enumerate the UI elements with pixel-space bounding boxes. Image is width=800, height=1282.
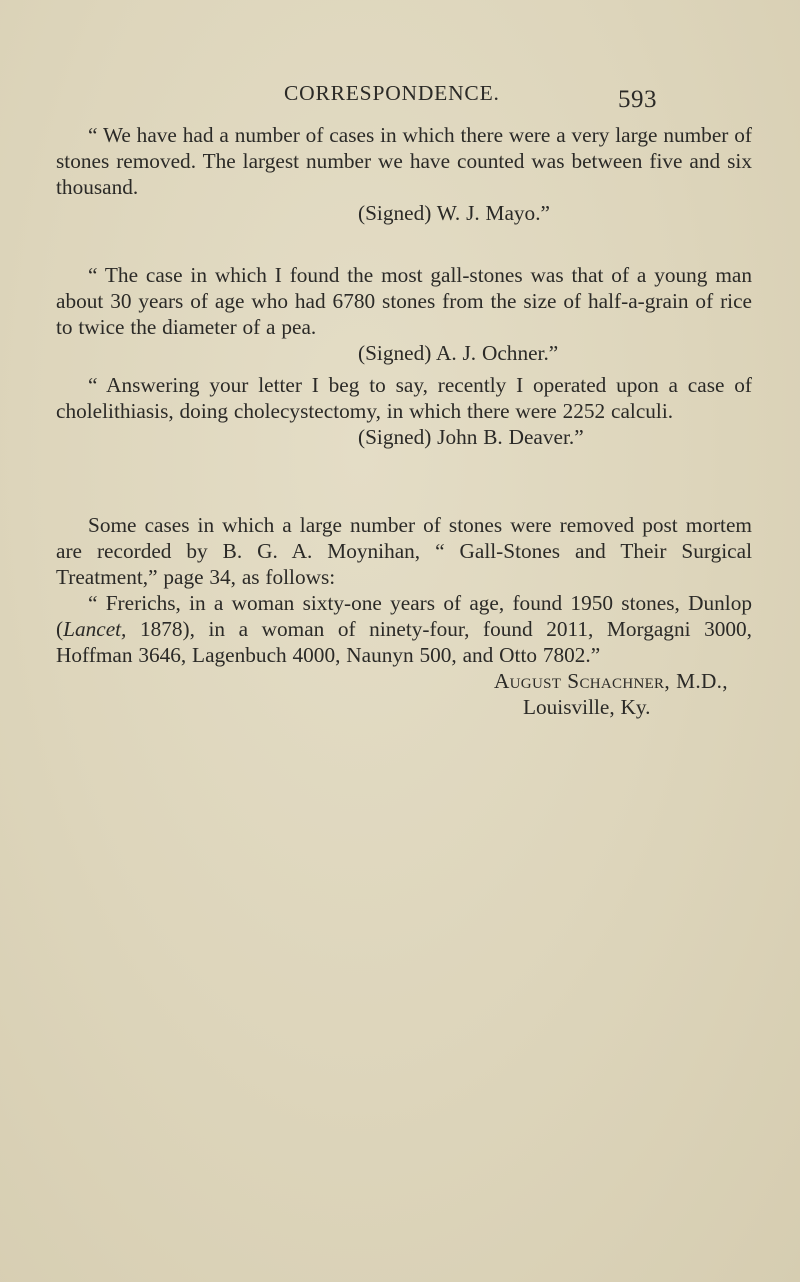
closing-quote (56, 590, 752, 668)
quote-start: “ Frerichs, in a woman sixty-one years of age, found 1950 stones, Dunlop ( (56, 591, 752, 641)
letter-body: “ We have had a number of cases in which there were a very large number of stones removed. The largest number we have counted was between five and six thousand. (56, 123, 752, 199)
letter-deaver (56, 372, 752, 450)
running-head: CORRESPONDENCE. (284, 81, 500, 105)
letter-signature: (Signed) W. J. Mayo.” (358, 201, 550, 225)
closing-section (56, 512, 752, 720)
letter-ochner (56, 262, 752, 366)
letter-body: “ The case in which I found the most gall-stones was that of a young man about 30 years of age who had 6780 stones from the size of half-a-grain of rice to twice the diameter of a pea. (56, 263, 752, 339)
author-place: Louisville, Ky. (523, 695, 651, 719)
letter-mayo (56, 122, 752, 226)
page-number: 593 (618, 86, 657, 113)
closing-intro: Some cases in which a large number of stones were removed post mortem are recorded by B. G. A. Moynihan, “ Gall-Stones and Their Surgical Treatment,” page 34, as follows: (56, 513, 752, 589)
letter-body: “ Answering your letter I beg to say, recently I operated upon a case of cholelithiasis, doing cholecystectomy, in which there were 2252 calculi. (56, 373, 752, 423)
author-name: August Schachner, M.D., (494, 669, 728, 693)
journal-title: Lancet, (63, 617, 127, 641)
letter-signature: (Signed) A. J. Ochner.” (358, 341, 559, 365)
letter-signature: (Signed) John B. Deaver.” (358, 425, 584, 449)
quote-end: 1878), in a woman of ninety-four, found 2011, Morgagni 3000, Hoffman 3646, Lagenbuch 4000, Naunyn 500, and Otto 7802.” (56, 617, 752, 667)
